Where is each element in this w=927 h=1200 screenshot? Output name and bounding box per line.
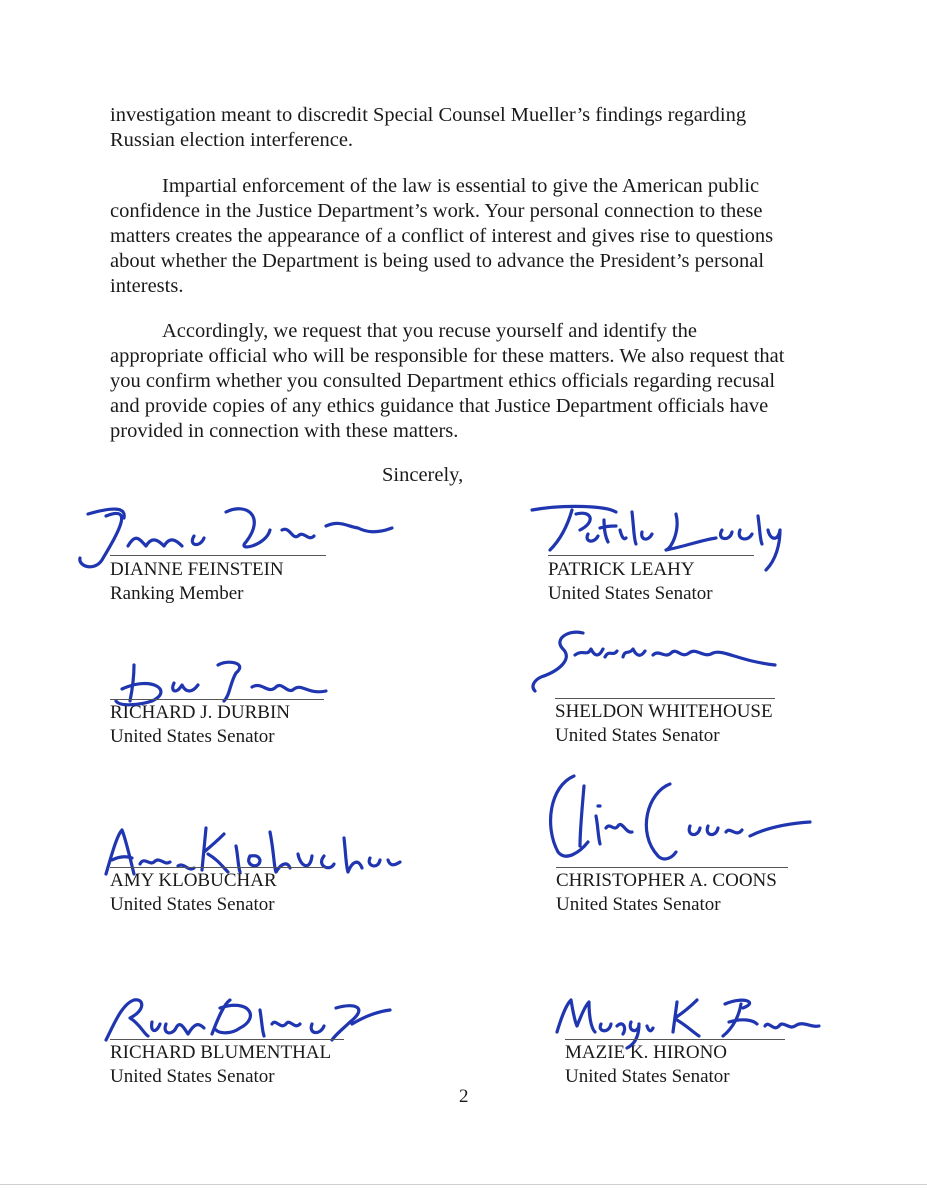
signatory-name: MAZIE K. HIRONO	[565, 1042, 728, 1063]
handwritten-signature-leahy	[526, 500, 786, 580]
signature-line	[110, 555, 326, 556]
paragraph-line: Accordingly, we request that you recuse yourself and identify the	[162, 320, 697, 342]
paragraph-line: you confirm whether you consulted Department ethics officials regarding recusal	[110, 370, 776, 392]
signatory-name: RICHARD BLUMENTHAL	[110, 1042, 332, 1063]
signature-block-durbin	[110, 653, 290, 749]
handwritten-signature-whitehouse	[529, 627, 789, 697]
signatory-name: CHRISTOPHER A. COONS	[556, 870, 777, 891]
signature-line	[110, 1039, 344, 1040]
paragraph-impartial-enforcement	[110, 174, 830, 299]
signature-line	[548, 555, 754, 556]
signatory-title: United States Senator	[110, 726, 275, 747]
signatory-name: DIANNE FEINSTEIN	[110, 559, 284, 580]
handwritten-signature-coons	[540, 766, 830, 866]
paragraph-continuation	[110, 103, 830, 153]
paragraph-line: provided in connection with these matters.	[110, 420, 459, 442]
signatory-name: RICHARD J. DURBIN	[110, 702, 290, 723]
closing-salutation: Sincerely,	[382, 464, 464, 486]
handwritten-signature-klobuchar	[104, 826, 404, 886]
signatory-name: PATRICK LEAHY	[548, 559, 695, 580]
signature-block-hirono	[565, 990, 730, 1089]
handwritten-signature-hirono	[553, 992, 833, 1052]
signature-block-whitehouse	[555, 651, 773, 748]
paragraph-line: about whether the Department is being used to advance the President’s personal	[110, 250, 765, 272]
signature-block-feinstein	[110, 500, 284, 606]
signature-block-klobuchar	[110, 820, 277, 917]
paragraph-line: matters creates the appearance of a conflict of interest and gives rise to questions	[110, 225, 774, 247]
signatory-name: SHELDON WHITEHOUSE	[555, 701, 773, 722]
signatory-title: United States Senator	[556, 894, 721, 915]
paragraph-line: confidence in the Justice Department’s work. Your personal connection to these	[110, 200, 763, 222]
signature-line	[565, 1039, 785, 1040]
signatory-name: AMY KLOBUCHAR	[110, 870, 277, 891]
signatory-title: Ranking Member	[110, 583, 244, 604]
handwritten-signature-blumenthal	[100, 994, 400, 1054]
paragraph-line: interests.	[110, 275, 184, 297]
signature-line	[110, 699, 324, 700]
signature-line	[110, 867, 326, 868]
paragraph-line: appropriate official who will be responsible for these matters. We also request that	[110, 345, 785, 367]
page-bottom-edge	[0, 1184, 927, 1185]
signature-line	[555, 698, 775, 699]
paragraph-line: investigation meant to discredit Special Counsel Mueller’s findings regarding	[110, 104, 747, 126]
page-number: 2	[459, 1086, 469, 1107]
signatory-title: United States Senator	[548, 583, 713, 604]
handwritten-signature-durbin	[112, 655, 342, 715]
signature-line	[556, 867, 788, 868]
paragraph-line: Russian election interference.	[110, 129, 354, 151]
handwritten-signature-feinstein	[76, 496, 396, 576]
signature-block-blumenthal	[110, 990, 331, 1089]
paragraph-line: Impartial enforcement of the law is essential to give the American public	[162, 175, 760, 197]
signatory-title: United States Senator	[110, 1066, 275, 1087]
signatory-title: United States Senator	[565, 1066, 730, 1087]
signatory-title: United States Senator	[110, 894, 275, 915]
paragraph-line: and provide copies of any ethics guidance that Justice Department officials have	[110, 395, 769, 417]
signatory-title: United States Senator	[555, 725, 720, 746]
signature-block-coons	[556, 820, 777, 917]
signature-block-leahy	[548, 500, 713, 606]
paragraph-recusal-request	[110, 319, 830, 444]
